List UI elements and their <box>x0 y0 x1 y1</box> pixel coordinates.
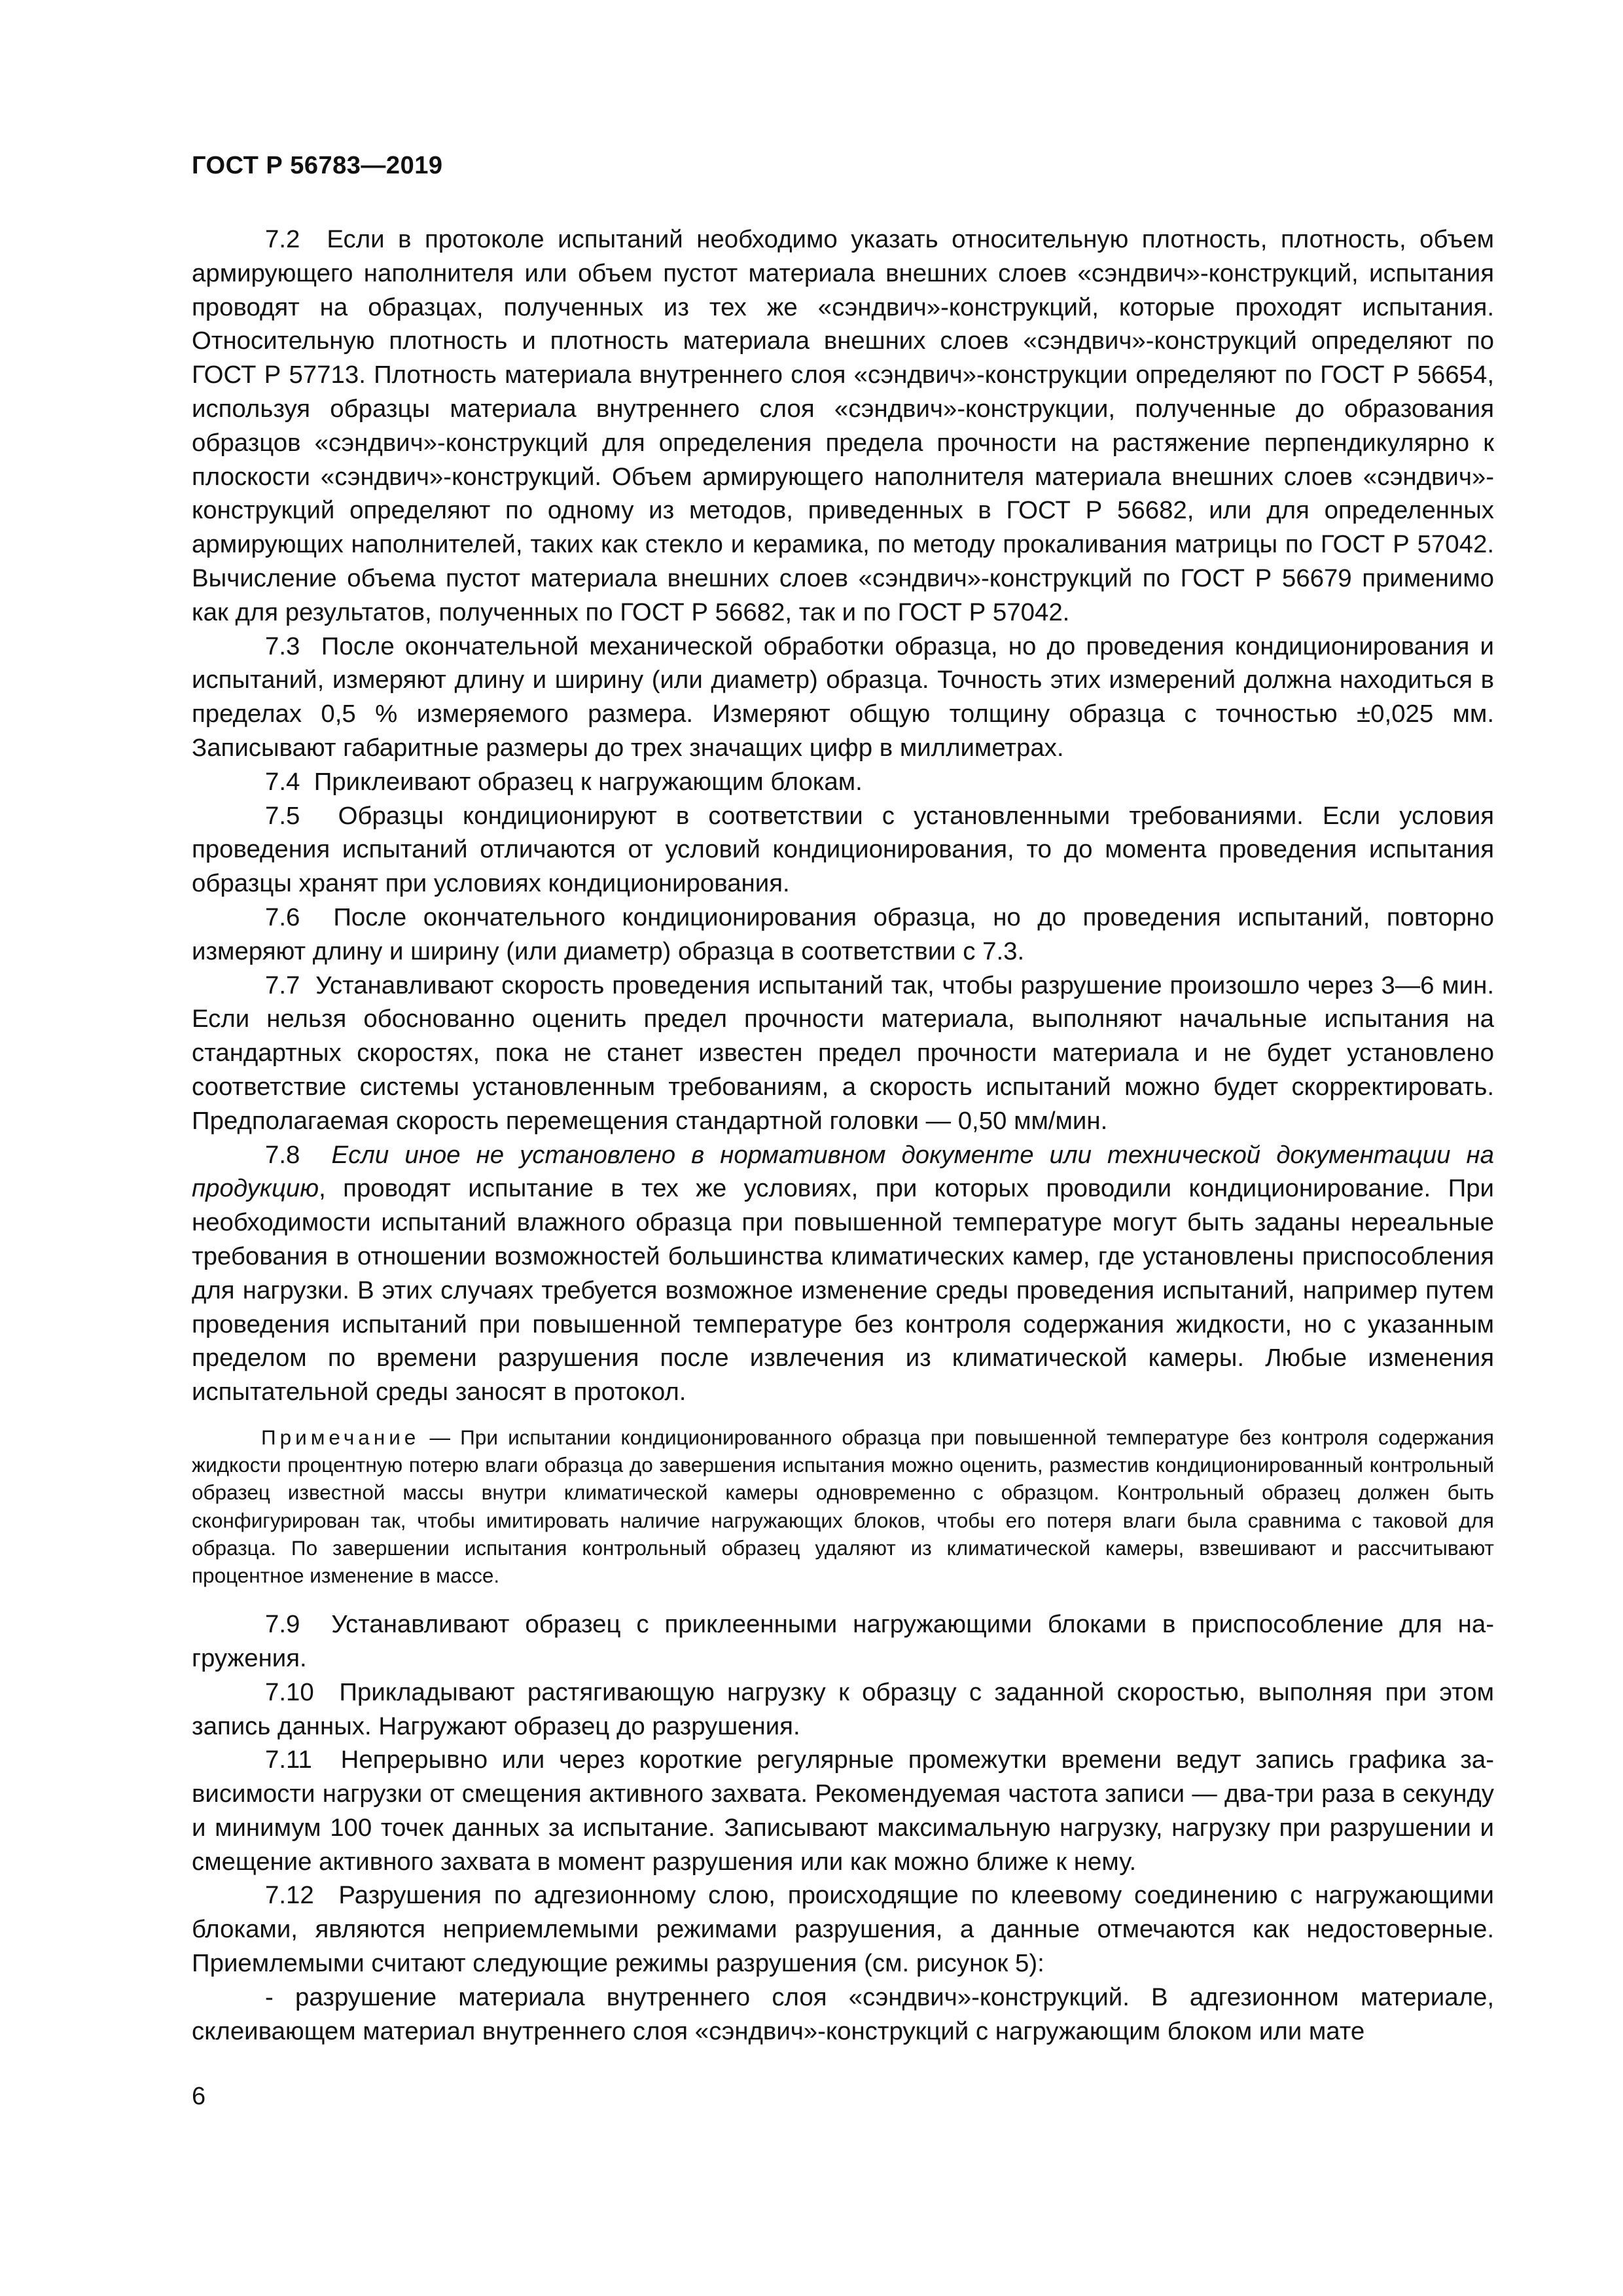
paragraph-7-9 <box>192 1607 1494 1676</box>
paragraph-7-3 <box>192 630 1494 765</box>
clause-number: 7.4 <box>265 767 300 796</box>
paragraph-7-2 <box>192 223 1494 630</box>
document-header: ГОСТ Р 56783—2019 <box>192 152 443 179</box>
list-item-failure-mode <box>192 1981 1494 2049</box>
clause-text: Непрерывно или через короткие регулярные промежутки времени ведут запись графика зависимости нагрузки от смещения активного захвата. Рекомендуемая частота записи — два-три раза в секунду и минимум 100 точек данных за испытание. Записывают максимальную нагрузку, нагрузку при разрушении и смещение активного захвата в момент разрушения или как можно ближе к нему. <box>192 1746 1494 1876</box>
clause-text: Если в протоколе испытаний необходимо указать относительную плотность, плотность, объем армирующего наполнителя или объем пустот материала внешних слоев «сэндвич»-конструкций, испытания проводят на образцах, полученных из тех же «сэндвич»-конструкций, которые проходят испытания. Относительную плотность и плотность материала внешних слоев «сэндвич»-конструкций определяют по ГОСТ Р 57713. Плотность материала внутреннего слоя «сэндвич»-конструкции определяют по ГОСТ Р 56654, используя образцы материала внутреннего слоя «сэндвич»-конструкции, полученные до образования образцов «сэндвич»-конструкций для определения предела прочности на растяжение перпендикулярно к плоскости «сэндвич»-конструкций. Объем армирующего наполнителя материала внешних слоев «сэндвич»-конструкций определяют по одному из методов, приведенных в ГОСТ Р 56682, или для определенных армирующих наполнителей, таких как стекло и керамика, по методу прокаливания матрицы по ГОСТ Р 57042. Вычисление объема пустот материала внешних слоев «сэндвич»-конструкций по ГОСТ Р 56679 применимо как для результатов, полученных по ГОСТ Р 56682, так и по ГОСТ Р 57042. <box>192 225 1494 626</box>
clause-text: Приклеивают образец к нагружающим блокам. <box>313 767 863 796</box>
clause-text: , проводят испытание в тех же условиях, при которых проводили кондиционирование. При необходимости испытаний влажного образца при повышенной температуре могут быть заданы нереальные требования в отношении возможностей большинства климатических камер, где установлены приспособления для нагрузки. В этих случаях требуется возможное изменение среды проведения испытаний, например путем проведения испытаний при повышенной температуре без контроля содержания жидкости, но с указанным пределом по времени разрушения после извлечения из климатической камеры. Любые изменения испытательной среды заносят в протокол. <box>192 1174 1494 1407</box>
clause-text: Устанавливают скорость проведения испытаний так, чтобы разрушение произошло через 3—6 мин. Если нельзя обоснованно оценить предел прочности материала, выполняют начальные испытания на стандартных скоростях, пока не станет известен предел прочности материала и не будет установлено соответствие системы установленным требованиям, а скорость испытаний можно будет скорректировать. Предполагаемая скорость перемещения стандартной головки — 0,50 мм/мин. <box>192 971 1494 1135</box>
paragraph-7-7 <box>192 969 1494 1138</box>
clause-number: 7.2 <box>265 225 300 253</box>
clause-number: 7.5 <box>265 801 300 830</box>
clause-text: После окончательного кондиционирования образца, но до проведения испытаний, повторно измеряют длину и ширину (или диаметр) образца в соответствии с 7.3. <box>192 903 1494 965</box>
page-number: 6 <box>192 2083 206 2110</box>
paragraph-7-11 <box>192 1743 1494 1878</box>
clause-number: 7.9 <box>265 1610 300 1639</box>
note-label: Примечание <box>261 1425 420 1449</box>
clause-number: 7.7 <box>265 971 300 999</box>
note-text: — При испытании кондиционированного образца при повышенной температуре без контроля содержания жидкости процентную потерю влаги образца до завершения испытания можно оценить, разместив кондиционированный контрольный образец известной массы внутри климатической камеры одновременно с образцом. Контрольный образец должен быть сконфигурирован так, чтобы имитировать наличие нагружающих блоков, чтобы его потеря влаги была сравнима с таковой для образца. По завершении испытания контрольный образец удаляют из климатической камеры, взвешивают и рассчитывают процентное изменение в массе. <box>192 1425 1494 1587</box>
paragraph-7-12 <box>192 1878 1494 1980</box>
document-body <box>192 223 1494 2048</box>
clause-text: - разрушение материала внутреннего слоя «сэндвич»-конструкций. В адгезионном материале, склеивающем материал внутреннего слоя «сэндвич»-конструкций с нагружающим блоком или мате <box>192 1982 1494 2045</box>
clause-italic-text: Если иное не установлено в нормативном документе или технической документации на продукцию <box>192 1140 1494 1203</box>
paragraph-7-10 <box>192 1676 1494 1744</box>
paragraph-7-5 <box>192 799 1494 901</box>
paragraph-7-4 <box>192 765 1494 799</box>
clause-text: Прикладывают растягивающую нагрузку к образцу с заданной скоростью, выполняя при этом запись данных. Нагружают образец до разрушения. <box>192 1677 1494 1740</box>
clause-text: Образцы кондиционируют в соответствии с установленными требованиями. Если условия проведения испытаний отличаются от условий кондиционирования, то до момента проведения испытания образцы хранят при условиях кондиционирования. <box>192 801 1494 898</box>
clause-text: Разрушения по адгезионному слою, происходящие по клеевому соединению с нагружающими блоками, являются неприемлемыми режимами разрушения, а данные отмечаются как недостоверные. Приемлемыми считают следующие режимы разрушения (см. рисунок 5): <box>192 1881 1494 1978</box>
note-block <box>192 1424 1494 1589</box>
clause-number: 7.3 <box>265 632 300 660</box>
clause-text: После окончательной механической обработки образца, но до проведения кондиционирования и испытаний, измеряют длину и ширину (или диаметр) образца. Точность этих измерений должна находиться в пределах 0,5 % измеряемого размера. Измеряют общую толщину образца с точностью ±0,025 мм. Записывают габаритные размеры до трех значащих цифр в миллиметрах. <box>192 632 1494 762</box>
clause-number: 7.11 <box>265 1746 312 1774</box>
clause-number: 7.12 <box>265 1881 314 1910</box>
clause-number: 7.6 <box>265 903 300 931</box>
clause-number: 7.8 <box>265 1140 300 1169</box>
clause-text: Устанавливают образец с приклеенными нагружающими блоками в приспособление для нагружения. <box>192 1610 1494 1672</box>
paragraph-7-6 <box>192 901 1494 969</box>
clause-number: 7.10 <box>265 1677 314 1706</box>
paragraph-7-8 <box>192 1138 1494 1409</box>
